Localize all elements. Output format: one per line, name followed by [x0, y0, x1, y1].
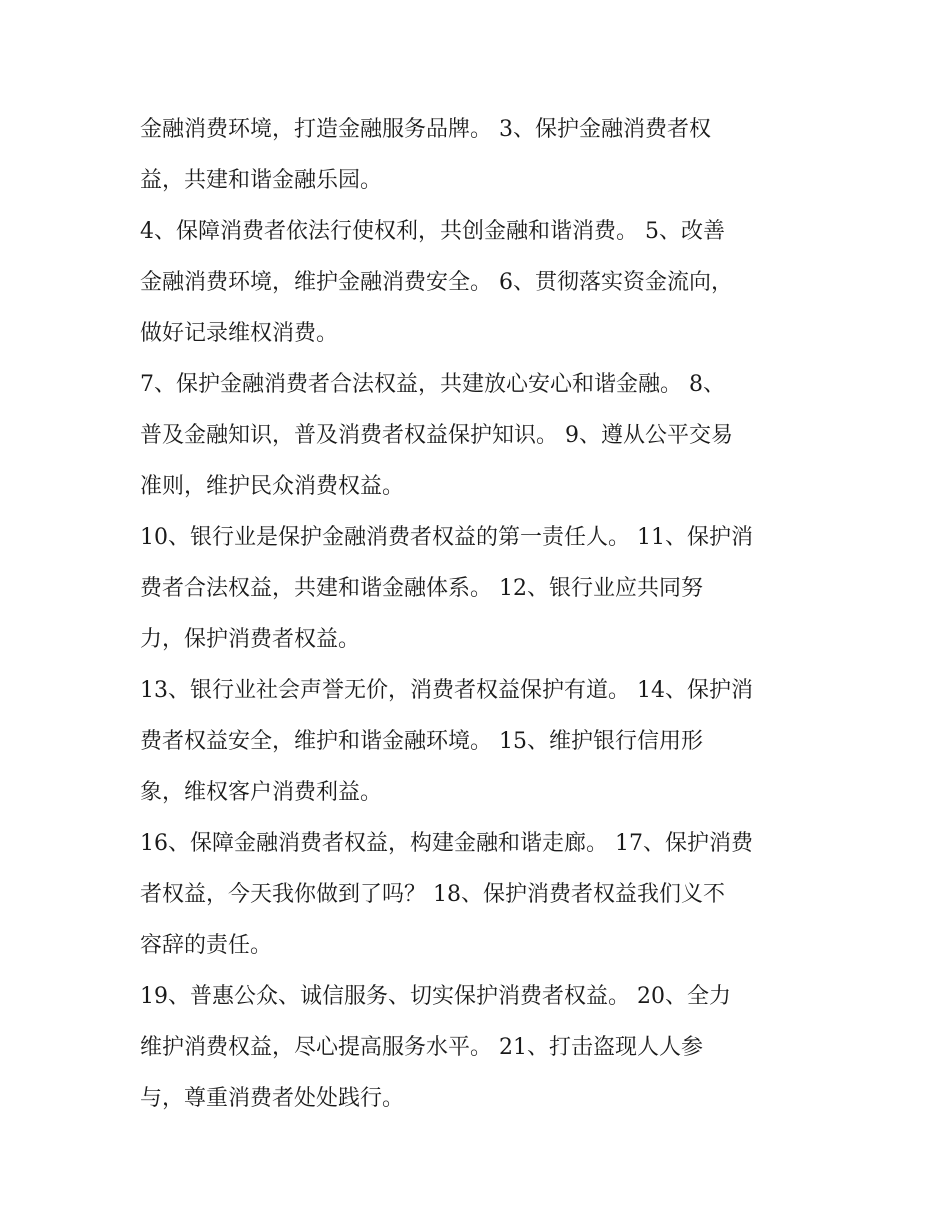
text-line: 费者合法权益，共建和谐金融体系。 12、银行业应共同努: [140, 576, 703, 601]
text-line: 金融消费环境，打造金融服务品牌。 3、保护金融消费者权: [140, 117, 711, 142]
text-line: 13、银行业社会声誉无价，消费者权益保护有道。 14、保护消: [140, 678, 753, 703]
body-text: [140, 104, 840, 1124]
text-line: 益，共建和谐金融乐园。: [140, 168, 383, 193]
text-line: 容辞的责任。: [140, 933, 273, 958]
text-line: 做好记录维权消费。: [140, 321, 339, 346]
text-line: 力，保护消费者权益。: [140, 627, 361, 652]
text-line: 普及金融知识，普及消费者权益保护知识。 9、遵从公平交易: [140, 423, 733, 448]
text-line: 4、保障消费者依法行使权利，共创金融和谐消费。 5、改善: [140, 219, 725, 244]
text-line: 19、普惠公众、诚信服务、切实保护消费者权益。 20、全力: [140, 984, 731, 1009]
text-line: 7、保护金融消费者合法权益，共建放心安心和谐金融。 8、: [140, 372, 725, 397]
text-line: 与，尊重消费者处处践行。: [140, 1086, 405, 1111]
text-line: 费者权益安全，维护和谐金融环境。 15、维护银行信用形: [140, 729, 703, 754]
text-line: 准则，维护民众消费权益。: [140, 474, 405, 499]
text-line: 10、银行业是保护金融消费者权益的第一责任人。 11、保护消: [140, 525, 753, 550]
text-line: 者权益，今天我你做到了吗？ 18、保护消费者权益我们义不: [140, 882, 725, 907]
text-line: 维护消费权益，尽心提高服务水平。 21、打击盗现人人参: [140, 1035, 703, 1060]
text-line: 象，维权客户消费利益。: [140, 780, 383, 805]
text-line: 16、保障金融消费者权益，构建金融和谐走廊。 17、保护消费: [140, 831, 753, 856]
text-line: 金融消费环境，维护金融消费安全。 6、贯彻落实资金流向，: [140, 270, 733, 295]
